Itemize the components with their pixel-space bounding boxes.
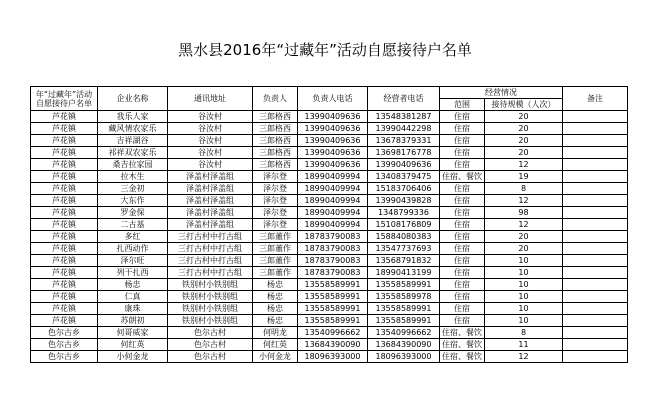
table-row bbox=[31, 327, 628, 339]
cell-scope: 住宿 bbox=[440, 231, 485, 243]
table-row bbox=[31, 135, 628, 147]
cell-operator-phone: 13990439828 bbox=[368, 195, 440, 207]
cell-address: 色尔古村 bbox=[168, 339, 253, 351]
cell-operator-phone: 13990409636 bbox=[368, 159, 440, 171]
cell-operator-phone: 13558589991 bbox=[368, 279, 440, 291]
cell-township: 芦花镇 bbox=[31, 243, 98, 255]
header-operation: 经营情况 bbox=[440, 87, 563, 99]
cell-address: 铁别村小铁别组 bbox=[168, 291, 253, 303]
cell-manager: 何红英 bbox=[253, 339, 298, 351]
cell-township: 芦花镇 bbox=[31, 315, 98, 327]
cell-address: 谷汝村 bbox=[168, 159, 253, 171]
cell-company: 大东作 bbox=[98, 195, 168, 207]
cell-manager-phone: 18990409994 bbox=[298, 183, 368, 195]
cell-operator-phone: 13990442298 bbox=[368, 123, 440, 135]
cell-company: 泽尔旺 bbox=[98, 255, 168, 267]
table-row bbox=[31, 339, 628, 351]
cell-operator-phone: 15108176809 bbox=[368, 219, 440, 231]
cell-manager: 三郎格西 bbox=[253, 123, 298, 135]
table-row bbox=[31, 267, 628, 279]
cell-scope: 住宿 bbox=[440, 147, 485, 159]
table-row bbox=[31, 351, 628, 363]
cell-township: 芦花镇 bbox=[31, 267, 98, 279]
cell-scale: 12 bbox=[485, 159, 563, 171]
cell-scale: 19 bbox=[485, 171, 563, 183]
table-row bbox=[31, 195, 628, 207]
cell-company: 多红 bbox=[98, 231, 168, 243]
cell-township: 芦花镇 bbox=[31, 255, 98, 267]
cell-scale: 20 bbox=[485, 123, 563, 135]
cell-address: 三打古村中打古组 bbox=[168, 231, 253, 243]
cell-manager-phone: 13540996662 bbox=[298, 327, 368, 339]
table-row bbox=[31, 219, 628, 231]
cell-company: 小何金龙 bbox=[98, 351, 168, 363]
cell-township: 芦花镇 bbox=[31, 195, 98, 207]
cell-address: 谷汝村 bbox=[168, 123, 253, 135]
table-row bbox=[31, 147, 628, 159]
cell-remark bbox=[563, 159, 628, 171]
cell-remark bbox=[563, 339, 628, 351]
cell-address: 泽盖村泽盖组 bbox=[168, 219, 253, 231]
table-row bbox=[31, 315, 628, 327]
cell-scope: 住宿 bbox=[440, 303, 485, 315]
cell-manager-phone: 13558589991 bbox=[298, 303, 368, 315]
cell-remark bbox=[563, 171, 628, 183]
cell-manager: 泽尔登 bbox=[253, 207, 298, 219]
cell-manager-phone: 13990409636 bbox=[298, 111, 368, 123]
cell-company: 康珠 bbox=[98, 303, 168, 315]
cell-manager-phone: 18783790083 bbox=[298, 267, 368, 279]
cell-manager-phone: 18990409994 bbox=[298, 195, 368, 207]
header-township: 年“过藏年”活动自愿接待户名单 bbox=[31, 87, 98, 111]
cell-remark bbox=[563, 351, 628, 363]
cell-scope: 住宿、餐饮 bbox=[440, 339, 485, 351]
cell-manager-phone: 18990409994 bbox=[298, 219, 368, 231]
table-row bbox=[31, 231, 628, 243]
cell-address: 泽盖村泽盖组 bbox=[168, 171, 253, 183]
cell-scope: 住宿 bbox=[440, 255, 485, 267]
cell-scope: 住宿 bbox=[440, 291, 485, 303]
cell-company: 扎西动作 bbox=[98, 243, 168, 255]
header-operator-phone: 经营者电话 bbox=[368, 87, 440, 111]
cell-operator-phone: 13568791832 bbox=[368, 255, 440, 267]
page-title: 黑水县2016年“过藏年”活动自愿接待户名单 bbox=[178, 41, 472, 59]
cell-remark bbox=[563, 303, 628, 315]
cell-scale: 10 bbox=[485, 291, 563, 303]
cell-scale: 10 bbox=[485, 279, 563, 291]
cell-operator-phone: 13558589991 bbox=[368, 303, 440, 315]
cell-scale: 12 bbox=[485, 195, 563, 207]
cell-township: 芦花镇 bbox=[31, 303, 98, 315]
cell-manager-phone: 13684390090 bbox=[298, 339, 368, 351]
cell-manager-phone: 18096393000 bbox=[298, 351, 368, 363]
cell-operator-phone: 13684390090 bbox=[368, 339, 440, 351]
cell-operator-phone: 13558589978 bbox=[368, 291, 440, 303]
cell-company: 何哥威家 bbox=[98, 327, 168, 339]
cell-manager: 泽尔登 bbox=[253, 219, 298, 231]
cell-township: 芦花镇 bbox=[31, 159, 98, 171]
cell-remark bbox=[563, 183, 628, 195]
cell-manager-phone: 13558589991 bbox=[298, 291, 368, 303]
header-company: 企业名称 bbox=[98, 87, 168, 111]
cell-scale: 8 bbox=[485, 327, 563, 339]
cell-scope: 住宿 bbox=[440, 195, 485, 207]
cell-scale: 20 bbox=[485, 231, 563, 243]
cell-remark bbox=[563, 327, 628, 339]
table-row bbox=[31, 303, 628, 315]
table-row bbox=[31, 123, 628, 135]
cell-scope: 住宿 bbox=[440, 111, 485, 123]
cell-manager: 小何金龙 bbox=[253, 351, 298, 363]
cell-manager: 三郎董作 bbox=[253, 243, 298, 255]
cell-scale: 12 bbox=[485, 351, 563, 363]
cell-remark bbox=[563, 219, 628, 231]
cell-company: 我乐人家 bbox=[98, 111, 168, 123]
cell-township: 芦花镇 bbox=[31, 279, 98, 291]
cell-manager: 泽尔登 bbox=[253, 195, 298, 207]
cell-scope: 住宿 bbox=[440, 123, 485, 135]
reception-table bbox=[30, 86, 628, 363]
cell-manager: 泽尔登 bbox=[253, 171, 298, 183]
cell-address: 泽盖村泽盖组 bbox=[168, 195, 253, 207]
cell-scope: 住宿 bbox=[440, 135, 485, 147]
cell-township: 芦花镇 bbox=[31, 231, 98, 243]
cell-address: 泽盖村泽盖组 bbox=[168, 207, 253, 219]
cell-scope: 住宿 bbox=[440, 267, 485, 279]
cell-address: 谷汝村 bbox=[168, 147, 253, 159]
cell-manager: 杨忠 bbox=[253, 291, 298, 303]
cell-operator-phone: 13408379475 bbox=[368, 171, 440, 183]
cell-remark bbox=[563, 291, 628, 303]
cell-operator-phone: 15183706406 bbox=[368, 183, 440, 195]
cell-company: 罗金保 bbox=[98, 207, 168, 219]
cell-company: 祁祥双农家乐 bbox=[98, 147, 168, 159]
cell-remark bbox=[563, 123, 628, 135]
table-row bbox=[31, 159, 628, 171]
cell-manager-phone: 13990409636 bbox=[298, 135, 368, 147]
cell-scope: 住宿 bbox=[440, 243, 485, 255]
cell-operator-phone: 13558589991 bbox=[368, 315, 440, 327]
cell-remark bbox=[563, 231, 628, 243]
cell-township: 芦花镇 bbox=[31, 291, 98, 303]
cell-remark bbox=[563, 279, 628, 291]
cell-scale: 98 bbox=[485, 207, 563, 219]
cell-company: 三金初 bbox=[98, 183, 168, 195]
cell-manager-phone: 18783790083 bbox=[298, 231, 368, 243]
cell-address: 三打古村中打古组 bbox=[168, 255, 253, 267]
cell-operator-phone: 13548381287 bbox=[368, 111, 440, 123]
cell-company: 何红英 bbox=[98, 339, 168, 351]
cell-operator-phone: 1348799336 bbox=[368, 207, 440, 219]
cell-manager: 何明龙 bbox=[253, 327, 298, 339]
table-row bbox=[31, 183, 628, 195]
cell-township: 芦花镇 bbox=[31, 111, 98, 123]
cell-manager: 三郎格西 bbox=[253, 135, 298, 147]
header-address: 通讯地址 bbox=[168, 87, 253, 111]
cell-address: 铁别村小铁别组 bbox=[168, 315, 253, 327]
cell-company: 藏风情农家乐 bbox=[98, 123, 168, 135]
cell-scale: 11 bbox=[485, 339, 563, 351]
table-row bbox=[31, 243, 628, 255]
cell-remark bbox=[563, 135, 628, 147]
cell-scale: 20 bbox=[485, 111, 563, 123]
cell-remark bbox=[563, 255, 628, 267]
cell-township: 芦花镇 bbox=[31, 147, 98, 159]
cell-township: 色尔古乡 bbox=[31, 339, 98, 351]
cell-company: 列干扎西 bbox=[98, 267, 168, 279]
cell-address: 铁别村小铁别组 bbox=[168, 279, 253, 291]
cell-manager: 杨忠 bbox=[253, 303, 298, 315]
cell-operator-phone: 13540996662 bbox=[368, 327, 440, 339]
table-row bbox=[31, 279, 628, 291]
cell-manager-phone: 13990409636 bbox=[298, 123, 368, 135]
cell-remark bbox=[563, 267, 628, 279]
cell-manager: 杨忠 bbox=[253, 315, 298, 327]
table-row bbox=[31, 207, 628, 219]
header-scale: 接待规模（人次） bbox=[485, 99, 563, 111]
cell-manager-phone: 13990409636 bbox=[298, 147, 368, 159]
cell-township: 芦花镇 bbox=[31, 135, 98, 147]
header-manager-phone: 负责人电话 bbox=[298, 87, 368, 111]
cell-operator-phone: 13547737693 bbox=[368, 243, 440, 255]
cell-scale: 20 bbox=[485, 147, 563, 159]
cell-manager-phone: 18783790083 bbox=[298, 243, 368, 255]
cell-address: 铁别村小铁别组 bbox=[168, 303, 253, 315]
cell-operator-phone: 13678379331 bbox=[368, 135, 440, 147]
cell-operator-phone: 18096393000 bbox=[368, 351, 440, 363]
cell-township: 芦花镇 bbox=[31, 123, 98, 135]
cell-address: 泽盖村泽盖组 bbox=[168, 183, 253, 195]
cell-manager-phone: 18990409994 bbox=[298, 207, 368, 219]
cell-manager-phone: 13558589991 bbox=[298, 315, 368, 327]
cell-scope: 住宿 bbox=[440, 219, 485, 231]
cell-operator-phone: 18990413199 bbox=[368, 267, 440, 279]
cell-address: 色尔古村 bbox=[168, 351, 253, 363]
cell-scope: 住宿、餐饮 bbox=[440, 327, 485, 339]
cell-operator-phone: 15884080383 bbox=[368, 231, 440, 243]
cell-company: 桑吉拉家园 bbox=[98, 159, 168, 171]
cell-address: 谷汝村 bbox=[168, 135, 253, 147]
cell-township: 色尔古乡 bbox=[31, 327, 98, 339]
cell-company: 杨忠 bbox=[98, 279, 168, 291]
cell-township: 芦花镇 bbox=[31, 219, 98, 231]
cell-company: 吉祥湖谷 bbox=[98, 135, 168, 147]
cell-manager-phone: 13558589991 bbox=[298, 279, 368, 291]
cell-address: 色尔古村 bbox=[168, 327, 253, 339]
cell-scope: 住宿 bbox=[440, 315, 485, 327]
cell-scale: 10 bbox=[485, 255, 563, 267]
cell-township: 色尔古乡 bbox=[31, 351, 98, 363]
cell-scale: 10 bbox=[485, 303, 563, 315]
cell-scale: 20 bbox=[485, 135, 563, 147]
cell-scale: 20 bbox=[485, 243, 563, 255]
cell-scope: 住宿、餐饮 bbox=[440, 351, 485, 363]
cell-manager: 泽尔登 bbox=[253, 183, 298, 195]
cell-address: 谷汝村 bbox=[168, 111, 253, 123]
cell-manager-phone: 18783790083 bbox=[298, 255, 368, 267]
table-row bbox=[31, 111, 628, 123]
cell-scope: 住宿 bbox=[440, 159, 485, 171]
cell-company: 拉木生 bbox=[98, 171, 168, 183]
cell-scale: 8 bbox=[485, 183, 563, 195]
cell-operator-phone: 13698176778 bbox=[368, 147, 440, 159]
cell-township: 芦花镇 bbox=[31, 183, 98, 195]
cell-remark bbox=[563, 111, 628, 123]
cell-manager: 三郎格西 bbox=[253, 147, 298, 159]
cell-scale: 12 bbox=[485, 219, 563, 231]
cell-company: 仁真 bbox=[98, 291, 168, 303]
cell-remark bbox=[563, 147, 628, 159]
cell-township: 芦花镇 bbox=[31, 171, 98, 183]
cell-scope: 住宿 bbox=[440, 279, 485, 291]
cell-company: 苏朗初 bbox=[98, 315, 168, 327]
cell-remark bbox=[563, 243, 628, 255]
table-row bbox=[31, 291, 628, 303]
cell-manager-phone: 18990409994 bbox=[298, 171, 368, 183]
cell-manager: 三郎董作 bbox=[253, 231, 298, 243]
cell-scope: 住宿、餐饮 bbox=[440, 171, 485, 183]
cell-township: 芦花镇 bbox=[31, 207, 98, 219]
table-row bbox=[31, 255, 628, 267]
cell-scope: 住宿 bbox=[440, 207, 485, 219]
table-body bbox=[31, 111, 628, 363]
cell-manager-phone: 13990409636 bbox=[298, 159, 368, 171]
cell-scale: 10 bbox=[485, 267, 563, 279]
cell-address: 三打古村中打古组 bbox=[168, 243, 253, 255]
cell-remark bbox=[563, 315, 628, 327]
header-manager: 负责人 bbox=[253, 87, 298, 111]
cell-scope: 住宿 bbox=[440, 183, 485, 195]
cell-remark bbox=[563, 207, 628, 219]
cell-manager: 三郎董作 bbox=[253, 255, 298, 267]
cell-manager: 三郎董作 bbox=[253, 267, 298, 279]
header-remark: 备注 bbox=[563, 87, 628, 111]
cell-manager: 三郎格西 bbox=[253, 111, 298, 123]
cell-address: 三打古村中打古组 bbox=[168, 267, 253, 279]
cell-company: 二古基 bbox=[98, 219, 168, 231]
cell-manager: 三郎格西 bbox=[253, 159, 298, 171]
cell-scale: 10 bbox=[485, 315, 563, 327]
table-row bbox=[31, 171, 628, 183]
cell-manager: 杨忠 bbox=[253, 279, 298, 291]
cell-remark bbox=[563, 195, 628, 207]
header-scope: 范围 bbox=[440, 99, 485, 111]
